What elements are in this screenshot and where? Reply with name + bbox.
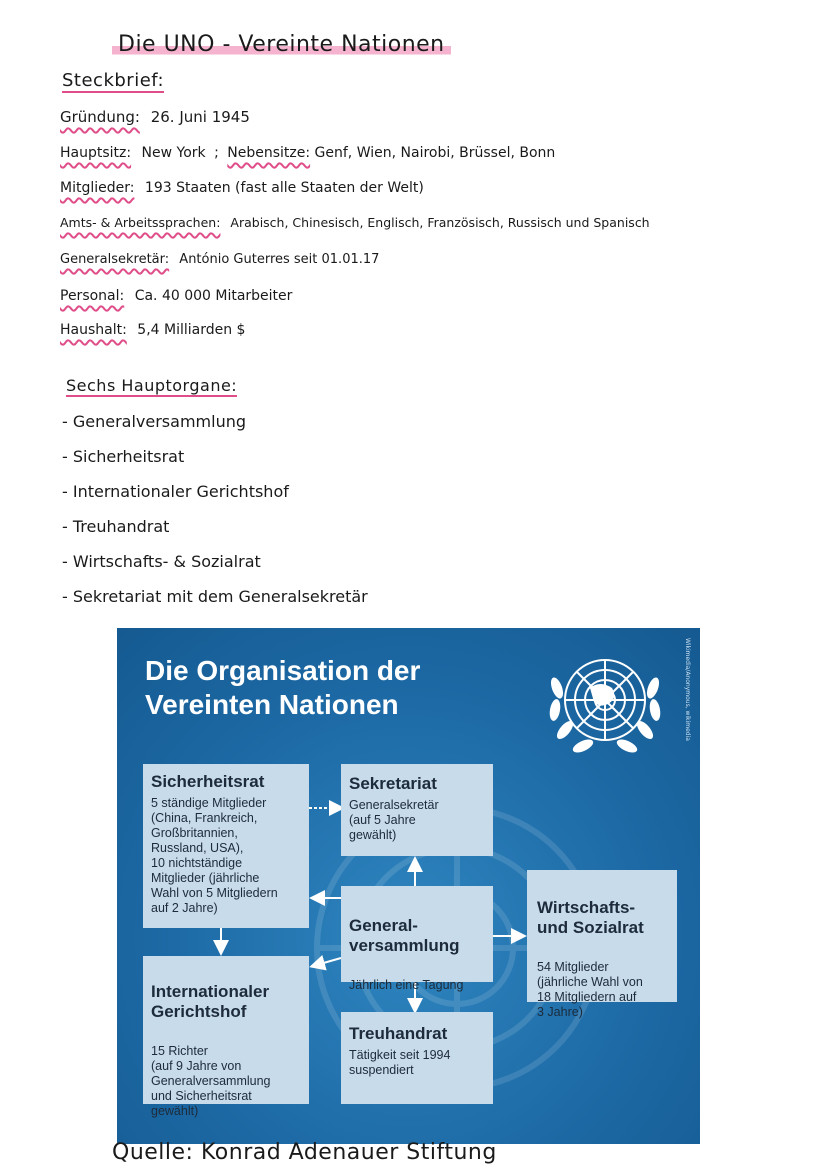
members-value: 193 Staaten (fast alle Staaten der Welt) [144, 180, 424, 196]
founding-row [60, 108, 250, 126]
organ-item: - Wirtschafts- & Sozialrat [62, 552, 261, 571]
subseat-value: Genf, Wien, Nairobi, Brüssel, Bonn [314, 145, 556, 161]
subseat-label: Nebensitze: [227, 145, 311, 161]
seat-row: Hauptsitz: New York ; Nebensitze: Genf, Wien, Nairobi, Brüssel, Bonn [60, 145, 556, 161]
page-title: Die UNO - Vereinte Nationen [112, 30, 451, 59]
secgen-label: Generalsekretär: [60, 252, 170, 267]
box-title: Wirtschafts- und Sozialrat [537, 898, 644, 937]
members-label: Mitglieder: [60, 180, 135, 196]
staff-value: Ca. 40 000 Mitarbeiter [134, 288, 293, 304]
box-title: Internationaler Gerichtshof [151, 982, 270, 1021]
box-title: Sicherheitsrat [151, 772, 265, 791]
box-gerichtshof [143, 956, 309, 1118]
box-title: Treuhandrat [349, 1024, 448, 1043]
source-note: Quelle: Konrad Adenauer Stiftung [112, 1140, 497, 1165]
organ-item: - Generalversammlung [62, 412, 246, 431]
seat-value: New York [141, 145, 206, 161]
image-credit: Wikimedia/Anonymous, wikimedia [684, 638, 691, 741]
budget-value: 5,4 Milliarden $ [137, 322, 246, 338]
staff-row [60, 288, 292, 304]
budget-label: Haushalt: [60, 322, 127, 338]
members-row [60, 180, 424, 196]
arrow-gv-gerichtshof [313, 958, 341, 966]
organs-heading [66, 376, 237, 395]
organ-item: - Treuhandrat [62, 517, 170, 536]
poster-title-line2: Vereinten Nationen [145, 689, 399, 720]
box-sicherheitsrat [143, 764, 309, 928]
steckbrief-heading [62, 70, 164, 91]
box-title: General- versammlung [349, 916, 460, 955]
box-body: 15 Richter (auf 9 Jahre von Generalversammlung und Sicherheitsrat gewählt) [151, 1044, 271, 1118]
organs-heading-text: Sechs Hauptorgane: [66, 376, 238, 395]
box-body: Jährlich eine Tagung [349, 978, 464, 992]
budget-row [60, 322, 245, 338]
box-title: Sekretariat [349, 774, 437, 793]
box-body: Generalsekretär (auf 5 Jahre gewählt) [349, 798, 439, 842]
box-body: 54 Mitglieder (jährliche Wahl von 18 Mitgliedern auf 3 Jahre) [537, 960, 643, 1019]
box-body: 5 ständige Mitglieder (China, Frankreich, Großbritannien, Russland, USA), 10 nichtständige Mitglieder (jährliche Wahl von 5 Mitgliedern auf 2 Jahre) [151, 796, 278, 915]
languages-value: Arabisch, Chinesisch, Englisch, Französisch, Russisch und Spanisch [230, 215, 650, 230]
steckbrief-heading-text: Steckbrief: [62, 70, 165, 91]
un-organization-poster [117, 628, 700, 1144]
box-wirtschaftsrat [527, 870, 677, 1019]
organ-item: - Internationaler Gerichtshof [62, 482, 289, 501]
box-sekretariat [341, 764, 493, 856]
secgen-value: António Guterres seit 01.01.17 [179, 252, 380, 267]
languages-row [60, 215, 650, 230]
box-body: Tätigkeit seit 1994 suspendiert [349, 1048, 451, 1077]
organ-item: - Sicherheitsrat [62, 447, 185, 466]
seat-label: Hauptsitz: [60, 145, 132, 161]
staff-label: Personal: [60, 288, 125, 304]
box-treuhandrat [341, 1012, 493, 1104]
poster-title-line1: Die Organisation der [145, 655, 421, 686]
box-generalversammlung [341, 886, 493, 992]
languages-label: Amts- & Arbeitssprachen: [60, 215, 221, 230]
secgen-row [60, 252, 379, 267]
founding-label: Gründung: [60, 108, 140, 126]
organ-item: - Sekretariat mit dem Generalsekretär [62, 587, 368, 606]
founding-value: 26. Juni 1945 [150, 108, 250, 126]
